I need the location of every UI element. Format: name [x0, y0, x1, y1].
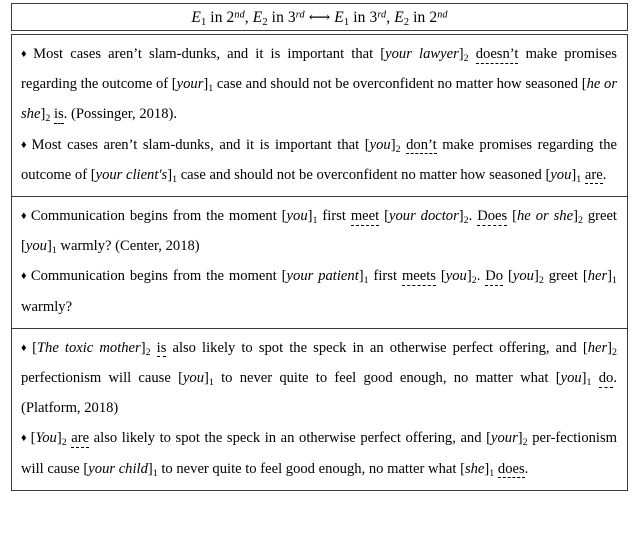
bullet-communication-rewritten	[21, 261, 617, 321]
sentence-text: Communication begins from the moment	[30, 268, 282, 285]
entity-subscript: 1	[343, 16, 350, 28]
sentence-text: [	[582, 268, 588, 285]
agreement-marker: is	[53, 106, 64, 123]
agreement-marker: Do	[485, 268, 504, 285]
header-formula: $E_1$ in 2nd, $E_2$ in 3rd ⟷ $E_1$ in 3rd, $E_2$ in 2nd	[191, 8, 448, 28]
referent-phrase: her	[587, 339, 608, 356]
block-toxic-mother	[12, 328, 627, 490]
sentence-text: [	[555, 370, 561, 387]
sentence-text: [	[486, 430, 491, 447]
bullet-lawyer-rewritten	[21, 130, 617, 190]
sentence-text: Communication begins from the moment	[30, 208, 282, 225]
sentence-text: ]	[390, 136, 396, 153]
referent-phrase: your client's	[95, 166, 168, 183]
sentence-text: greet	[582, 208, 617, 225]
referent-phrase: her	[587, 268, 608, 285]
sentence-text: ]	[466, 268, 472, 285]
sentence-text: ]	[46, 238, 52, 255]
sentence-text: [	[32, 339, 37, 356]
entity-index-subscript: 1	[612, 275, 617, 287]
agreement-marker: are	[584, 166, 603, 183]
agreement-marker: meets	[401, 268, 436, 285]
entity-index-subscript: 2	[522, 437, 528, 449]
entity-index-subscript: 2	[471, 275, 477, 287]
sentence-text: make promises regarding the outcome of	[21, 46, 617, 93]
sentence-text: [	[512, 208, 517, 225]
entity-index-subscript: 2	[145, 346, 151, 358]
formula-term: $E_1$ in 3rd	[334, 8, 387, 28]
sentence-text	[592, 370, 599, 386]
entity-symbol: E	[191, 8, 201, 26]
bullet-lawyer-original	[21, 39, 617, 130]
entity-index-subscript: 2	[577, 214, 583, 226]
formula-term: $E_1$ in 2nd	[191, 8, 245, 28]
referent-phrase: You	[35, 430, 57, 447]
sentence-text: [	[508, 268, 513, 285]
sentence-text: per-fectionism will cause	[21, 430, 617, 477]
referent-phrase: your child	[88, 460, 148, 477]
sentence-text: ]	[458, 208, 464, 225]
sentence-text: ]	[607, 339, 613, 356]
sentence-text: ]	[533, 268, 539, 285]
agreement-marker: don’t	[406, 136, 437, 153]
sentence-text: [	[380, 46, 386, 62]
sentence-text: . (Possinger, 2018).	[63, 106, 178, 123]
sentence-text	[151, 340, 157, 356]
ordinal-suffix: nd	[234, 9, 245, 21]
sentence-text: warmly?	[21, 298, 73, 315]
bidirectional-arrow-icon: ⟷	[308, 9, 331, 26]
entity-index-subscript: 2	[463, 214, 469, 226]
agreement-marker: does	[497, 460, 525, 477]
sentence-text: [	[281, 268, 287, 285]
referent-phrase: she	[464, 460, 485, 477]
bullet-toxic-mother-rewritten	[21, 423, 617, 483]
sentence-text: [	[440, 268, 446, 285]
sentence-text: .	[602, 166, 607, 183]
sentence-text: ]	[358, 268, 364, 285]
sentence-text: ]	[607, 268, 613, 285]
sentence-text: ]	[203, 76, 209, 93]
sentence-text: first	[368, 268, 402, 285]
entity-index-subscript: 2	[45, 113, 51, 125]
block-lawyer	[12, 35, 627, 196]
referent-phrase: you	[286, 208, 308, 225]
sentence-text: [	[545, 166, 551, 183]
sentence-text: [	[171, 76, 177, 93]
sentence-text: [	[581, 76, 587, 93]
diamond-bullet-icon: ♦	[21, 138, 29, 151]
entity-subscript: 2	[403, 16, 410, 28]
referent-phrase: you	[369, 136, 391, 153]
sentence-text: .	[476, 268, 486, 285]
table-body	[11, 34, 628, 491]
entity-subscript: 1	[200, 16, 207, 28]
ordinal-suffix: rd	[295, 9, 305, 21]
diamond-bullet-icon: ♦	[21, 48, 31, 60]
referent-phrase: your patient	[286, 268, 359, 285]
bullet-toxic-mother-original	[21, 333, 617, 424]
sentence-text: ]	[167, 166, 173, 183]
sentence-text: make promises regarding the outcome of	[21, 136, 617, 183]
agreement-marker: are	[71, 430, 90, 447]
sentence-text	[469, 46, 476, 62]
referent-phrase: he or she	[21, 76, 617, 123]
entity-index-subscript: 1	[363, 275, 369, 287]
examples-table	[11, 3, 628, 491]
sentence-text: . (Platform, 2018)	[21, 370, 617, 417]
sentence-text: ]	[458, 46, 464, 62]
sentence-text: [	[178, 370, 183, 387]
agreement-marker: Does	[477, 208, 508, 225]
sentence-text: ]	[140, 339, 146, 356]
entity-index-subscript: 2	[612, 346, 617, 358]
formula-term: $E_2$ in 3rd	[252, 8, 305, 28]
referent-phrase: your	[491, 430, 518, 447]
sentence-text: to never quite to feel good enough, no matter what	[157, 460, 461, 477]
bullet-communication-original	[21, 201, 617, 261]
entity-index-subscript: 1	[208, 376, 214, 388]
sentence-text: ]	[40, 106, 46, 123]
entity-index-subscript: 2	[395, 143, 401, 155]
entity-index-subscript: 2	[61, 437, 67, 449]
entity-index-subscript: 2	[538, 275, 544, 287]
sentence-text: [	[21, 238, 26, 255]
referent-phrase: you	[182, 370, 205, 387]
sentence-text: ]	[581, 370, 587, 387]
agreement-marker: doesn’t	[475, 46, 519, 62]
diamond-bullet-icon: ♦	[21, 341, 30, 354]
entity-symbol: E	[394, 8, 404, 26]
diamond-bullet-icon: ♦	[21, 270, 28, 283]
entity-symbol: E	[334, 8, 344, 26]
sentence-text: [	[83, 460, 89, 477]
referent-phrase: your	[176, 76, 204, 93]
sentence-text: greet	[543, 268, 583, 285]
entity-symbol: E	[252, 8, 263, 26]
sentence-text: [	[281, 208, 287, 225]
agreement-marker: is	[156, 339, 167, 356]
referent-phrase: you	[445, 268, 467, 285]
sentence-text: [	[90, 166, 96, 183]
sentence-text: warmly? (Center, 2018)	[56, 238, 200, 255]
ordinal-suffix: rd	[377, 9, 387, 21]
sentence-text: Most cases aren’t slam-dunks, and it is important that	[33, 46, 381, 62]
sentence-text: also likely to spot the speck in an otherwise perfect offering, and	[166, 339, 583, 356]
agreement-marker: do	[598, 370, 614, 387]
referent-phrase: your lawyer	[385, 46, 459, 62]
entity-index-subscript: 1	[489, 467, 495, 479]
sentence-text: first	[317, 208, 351, 225]
sentence-text: [	[384, 208, 389, 225]
referent-phrase: you	[560, 370, 582, 387]
entity-index-subscript: 2	[463, 52, 469, 64]
entity-index-subscript: 1	[586, 376, 592, 388]
sentence-text: ]	[484, 460, 490, 477]
sentence-text: [	[582, 339, 588, 356]
entity-subscript: 2	[262, 16, 268, 28]
block-communication	[12, 196, 627, 328]
sentence-text: perfectionism will cause	[21, 370, 179, 387]
sentence-text: [	[364, 136, 370, 153]
referent-phrase: you	[550, 166, 572, 183]
diamond-bullet-icon: ♦	[21, 432, 28, 445]
agreement-marker: meet	[350, 208, 380, 225]
sentence-text: Most cases aren’t slam-dunks, and it is important that	[31, 136, 365, 153]
entity-index-subscript: 1	[312, 214, 318, 226]
sentence-text: ]	[147, 460, 153, 477]
formula-term: $E_2$ in 2nd	[394, 8, 448, 28]
sentence-text: ]	[517, 430, 523, 447]
sentence-text: [	[30, 430, 36, 447]
referent-phrase: your doctor	[389, 208, 459, 225]
sentence-text: ]	[573, 208, 578, 225]
sentence-text: case and should not be overconfident no matter how seasoned	[177, 166, 546, 183]
sentence-text: [	[460, 460, 465, 477]
entity-index-subscript: 1	[576, 173, 582, 185]
referent-phrase: The toxic mother	[36, 339, 141, 356]
ordinal-suffix: nd	[437, 9, 448, 21]
entity-index-subscript: 1	[51, 244, 57, 256]
sentence-text: ]	[307, 208, 313, 225]
sentence-text: also likely to spot the speck in an otherwise perfect offering, and	[89, 430, 487, 447]
referent-phrase: he or she	[517, 208, 574, 225]
diamond-bullet-icon: ♦	[21, 210, 28, 223]
referent-phrase: you	[25, 238, 47, 255]
sentence-text: ]	[204, 370, 209, 387]
sentence-text: .	[468, 208, 478, 225]
sentence-text: .	[524, 460, 529, 477]
entity-index-subscript: 1	[172, 173, 178, 185]
referent-phrase: you	[512, 268, 534, 285]
sentence-text: case and should not be overconfident no matter how seasoned	[213, 76, 582, 93]
table-header-row	[11, 3, 628, 31]
entity-index-subscript: 1	[208, 82, 214, 94]
entity-index-subscript: 1	[152, 467, 158, 479]
sentence-text: ]	[56, 430, 62, 447]
sentence-text: ]	[571, 166, 577, 183]
sentence-text: to never quite to feel good enough, no matter what	[213, 370, 556, 387]
